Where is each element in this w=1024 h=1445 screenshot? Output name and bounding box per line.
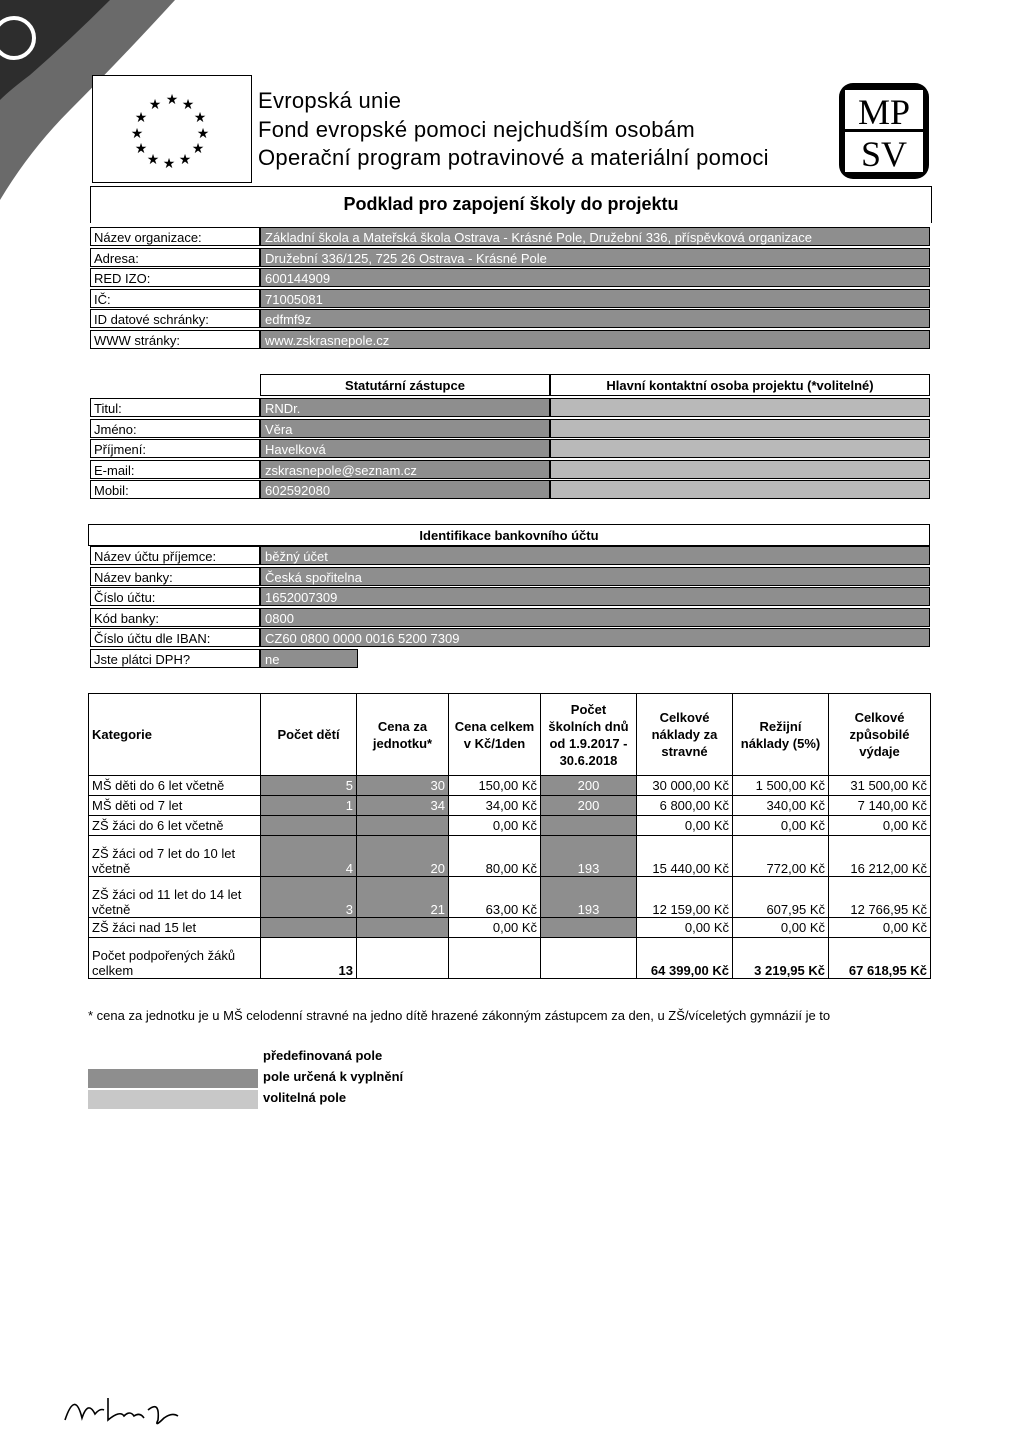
days-field[interactable]: 200 xyxy=(541,796,637,816)
bank-label: Číslo účtu: xyxy=(90,587,260,606)
empty-cell xyxy=(449,938,541,979)
svg-text:SV: SV xyxy=(860,134,908,174)
bank-value-field[interactable]: 0800 xyxy=(260,608,930,627)
handwritten-signature xyxy=(60,1380,180,1430)
total-label-cell: Počet podpořených žáků celkem xyxy=(89,938,261,979)
table-row xyxy=(89,796,931,816)
food-cost-cell: 30 000,00 Kč xyxy=(637,776,733,796)
col-header-days: Počet školních dnů od 1.9.2017 - 30.6.2018 xyxy=(541,694,637,776)
total-cell: 31 500,00 Kč xyxy=(829,776,931,796)
total-cell: 16 212,00 Kč xyxy=(829,836,931,877)
person-label: Jméno: xyxy=(90,419,260,438)
statutory-value-field[interactable]: Věra xyxy=(260,419,550,438)
bank-header: Identifikace bankovního účtu xyxy=(88,524,930,546)
svg-text:★: ★ xyxy=(146,152,160,168)
category-name-cell: MŠ děti od 7 let xyxy=(89,796,261,816)
count-field[interactable]: 4 xyxy=(261,836,357,877)
days-field[interactable]: 200 xyxy=(541,776,637,796)
category-name-cell: ZŠ žáci od 11 let do 14 let včetně xyxy=(89,877,261,918)
food-cost-cell: 12 159,00 Kč xyxy=(637,877,733,918)
perday-cell: 80,00 Kč xyxy=(449,836,541,877)
legend-label-optional: volitelná pole xyxy=(263,1090,347,1105)
count-field[interactable]: 5 xyxy=(261,776,357,796)
org-value-field[interactable]: edfmf9z xyxy=(260,309,930,328)
bank-value-field[interactable]: 1652007309 xyxy=(260,587,930,606)
org-value-field[interactable]: Družební 336/125, 725 26 Ostrava - Krásné Pole xyxy=(260,248,930,267)
bank-label: Název účtu příjemce: xyxy=(90,546,260,565)
days-field[interactable] xyxy=(541,918,637,938)
legend-label-fill: pole určená k vyplnění xyxy=(263,1069,404,1084)
statutory-header: Statutární zástupce xyxy=(260,374,550,396)
col-header-count: Počet dětí xyxy=(261,694,357,776)
perday-cell: 0,00 Kč xyxy=(449,816,541,836)
statutory-value-field[interactable]: 602592080 xyxy=(260,480,550,499)
bank-value-field[interactable]: běžný účet xyxy=(260,546,930,565)
svg-text:★: ★ xyxy=(196,126,210,142)
legend-label-predefined: předefinovaná pole xyxy=(263,1048,383,1063)
unit-price-field[interactable]: 34 xyxy=(357,796,449,816)
overhead-cell: 340,00 Kč xyxy=(733,796,829,816)
table-row xyxy=(89,918,931,938)
svg-text:MP: MP xyxy=(857,92,911,132)
unit-price-field[interactable]: 30 xyxy=(357,776,449,796)
overhead-cell: 0,00 Kč xyxy=(733,816,829,836)
col-header-total: Celkové způsobilé výdaje xyxy=(829,694,931,776)
food-cost-cell: 0,00 Kč xyxy=(637,918,733,938)
days-field[interactable] xyxy=(541,816,637,836)
category-name-cell: MŠ děti do 6 let včetně xyxy=(89,776,261,796)
org-label: Adresa: xyxy=(90,248,260,267)
total-cell: 0,00 Kč xyxy=(829,918,931,938)
statutory-value-field[interactable]: zskrasnepole@seznam.cz xyxy=(260,460,550,479)
total-cell: 0,00 Kč xyxy=(829,816,931,836)
unit-price-field[interactable]: 20 xyxy=(357,836,449,877)
bank-label: Číslo účtu dle IBAN: xyxy=(90,628,260,647)
table-row xyxy=(89,877,931,918)
statutory-value-field[interactable]: RNDr. xyxy=(260,398,550,417)
food-cost-cell: 15 440,00 Kč xyxy=(637,836,733,877)
food-cost-cell: 0,00 Kč xyxy=(637,816,733,836)
person-label: Mobil: xyxy=(90,480,260,499)
total-count-cell: 13 xyxy=(261,938,357,979)
total-row xyxy=(89,938,931,979)
bank-value-field[interactable]: Česká spořitelna xyxy=(260,567,930,586)
org-label: WWW stránky: xyxy=(90,330,260,349)
contact-value-field[interactable] xyxy=(550,398,930,417)
bank-value-field[interactable]: CZ60 0800 0000 0016 5200 7309 xyxy=(260,628,930,647)
food-cost-cell: 6 800,00 Kč xyxy=(637,796,733,816)
org-label: ID datové schránky: xyxy=(90,309,260,328)
count-field[interactable]: 3 xyxy=(261,877,357,918)
perday-cell: 0,00 Kč xyxy=(449,918,541,938)
svg-text:★: ★ xyxy=(162,156,176,172)
footnote: * cena za jednotku je u MŠ celodenní stravné na jedno dítě hrazené zákonným zástupcem za den, u ZŠ/víceletých gymnázií je to xyxy=(88,1008,831,1023)
contact-value-field[interactable] xyxy=(550,439,930,458)
category-name-cell: ZŠ žáci do 6 let včetně xyxy=(89,816,261,836)
total-overhead-cell: 3 219,95 Kč xyxy=(733,938,829,979)
org-label: Název organizace: xyxy=(90,227,260,246)
col-header-overhead: Režijní náklady (5%) xyxy=(733,694,829,776)
org-value-field[interactable]: 600144909 xyxy=(260,268,930,287)
category-table xyxy=(88,693,931,979)
contact-value-field[interactable] xyxy=(550,480,930,499)
count-field[interactable] xyxy=(261,816,357,836)
overhead-cell: 0,00 Kč xyxy=(733,918,829,938)
total-cell: 7 140,00 Kč xyxy=(829,796,931,816)
overhead-cell: 607,95 Kč xyxy=(733,877,829,918)
col-header-perday: Cena celkem v Kč/1den xyxy=(449,694,541,776)
svg-text:★: ★ xyxy=(130,126,144,142)
count-field[interactable] xyxy=(261,918,357,938)
bank-value-field[interactable]: ne xyxy=(260,649,358,668)
svg-text:★: ★ xyxy=(191,141,205,157)
unit-price-field[interactable] xyxy=(357,918,449,938)
svg-text:★: ★ xyxy=(165,92,179,108)
contact-header: Hlavní kontaktní osoba projektu (*volitelné) xyxy=(550,374,930,396)
total-food-cell: 64 399,00 Kč xyxy=(637,938,733,979)
empty-cell xyxy=(357,938,449,979)
table-header-row xyxy=(89,694,931,776)
count-field[interactable]: 1 xyxy=(261,796,357,816)
table-row xyxy=(89,776,931,796)
org-label: RED IZO: xyxy=(90,268,260,287)
total-cell: 12 766,95 Kč xyxy=(829,877,931,918)
svg-text:★: ★ xyxy=(134,110,148,126)
col-header-category: Kategorie xyxy=(89,694,261,776)
person-label: Titul: xyxy=(90,398,260,417)
org-value-field[interactable]: 71005081 xyxy=(260,289,930,308)
org-value-field[interactable]: Základní škola a Mateřská škola Ostrava - Krásné Pole, Družební 336, příspěvková organizace xyxy=(260,227,930,246)
category-name-cell: ZŠ žáci nad 15 let xyxy=(89,918,261,938)
svg-text:★: ★ xyxy=(178,152,192,168)
perday-cell: 150,00 Kč xyxy=(449,776,541,796)
perday-cell: 63,00 Kč xyxy=(449,877,541,918)
legend-swatch-optional xyxy=(88,1090,258,1109)
svg-text:★: ★ xyxy=(193,110,207,126)
bank-label: Jste plátci DPH? xyxy=(90,649,260,668)
header-fund: Fond evropské pomoci nejchudším osobám xyxy=(258,117,695,142)
table-row xyxy=(89,816,931,836)
category-name-cell: ZŠ žáci od 7 let do 10 let včetně xyxy=(89,836,261,877)
days-field[interactable]: 193 xyxy=(541,877,637,918)
header-eu: Evropská unie xyxy=(258,88,402,113)
svg-text:★: ★ xyxy=(148,97,162,113)
legend-swatch-predefined xyxy=(88,1048,258,1067)
overhead-cell: 772,00 Kč xyxy=(733,836,829,877)
legend-swatch-fill xyxy=(88,1069,258,1088)
bank-label: Název banky: xyxy=(90,567,260,586)
grand-total-cell: 67 618,95 Kč xyxy=(829,938,931,979)
unit-price-field[interactable]: 21 xyxy=(357,877,449,918)
person-label: Příjmení: xyxy=(90,439,260,458)
table-row xyxy=(89,836,931,877)
days-field[interactable]: 193 xyxy=(541,836,637,877)
bank-label: Kód banky: xyxy=(90,608,260,627)
person-label: E-mail: xyxy=(90,460,260,479)
unit-price-field[interactable] xyxy=(357,816,449,836)
header-program: Operační program potravinové a materiální pomoci xyxy=(258,145,769,170)
mpsv-logo xyxy=(838,82,930,180)
form-title: Podklad pro zapojení školy do projektu xyxy=(90,186,932,223)
org-label: IČ: xyxy=(90,289,260,308)
org-value-field[interactable]: www.zskrasnepole.cz xyxy=(260,330,930,349)
contact-value-field[interactable] xyxy=(550,460,930,479)
svg-text:★: ★ xyxy=(181,97,195,113)
empty-cell xyxy=(541,938,637,979)
col-header-food: Celkové náklady za stravné xyxy=(637,694,733,776)
eu-flag-icon xyxy=(92,75,252,183)
col-header-unit: Cena za jednotku* xyxy=(357,694,449,776)
perday-cell: 34,00 Kč xyxy=(449,796,541,816)
contact-value-field[interactable] xyxy=(550,419,930,438)
svg-text:★: ★ xyxy=(134,141,148,157)
overhead-cell: 1 500,00 Kč xyxy=(733,776,829,796)
statutory-value-field[interactable]: Havelková xyxy=(260,439,550,458)
